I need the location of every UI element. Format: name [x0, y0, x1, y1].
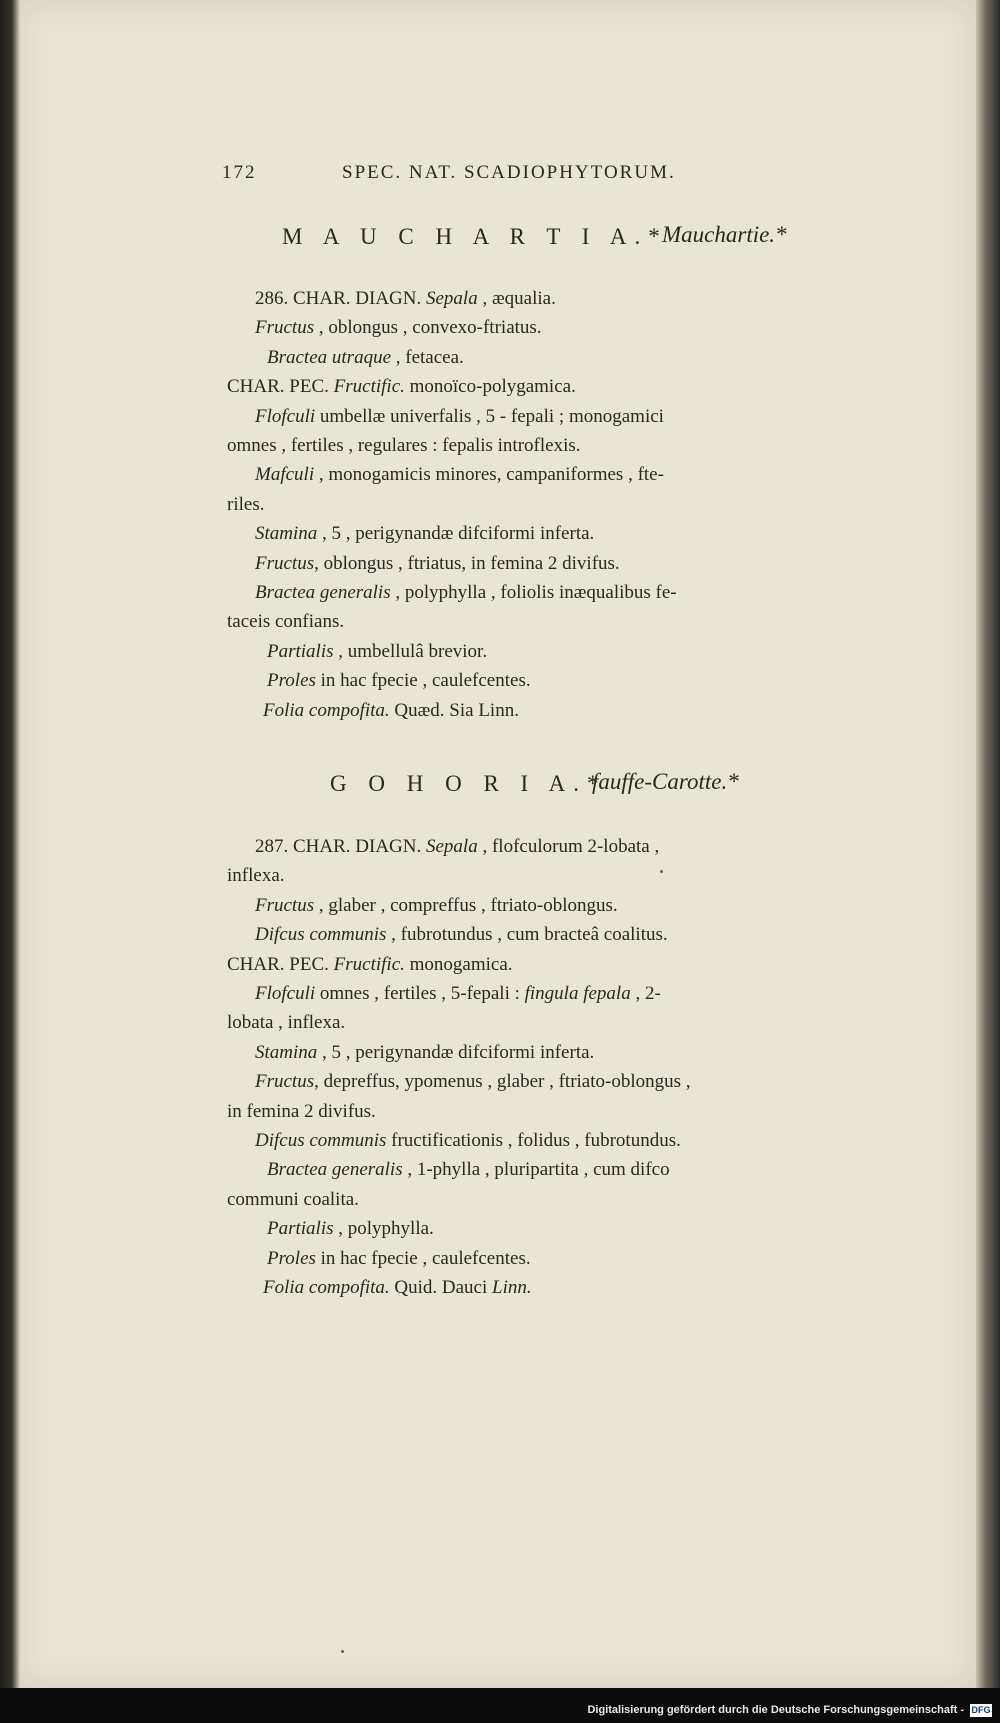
text-line [267, 1160, 670, 1179]
line-text: umbellæ univerfalis , 5 - fepali ; monogamici [315, 405, 664, 427]
text-line [255, 1043, 594, 1062]
line-text: , 5 , perigynandæ difciformi inferta. [317, 523, 595, 545]
line-italic-term: Partialis [267, 640, 334, 662]
text-line [267, 348, 464, 367]
line-italic-term: Difcus communis [255, 1130, 387, 1151]
line-text: , monogamicis minores, campaniformes , fte- [314, 464, 664, 486]
paper-speck [660, 870, 663, 873]
line-text: , flofculorum 2-lobata , [477, 836, 660, 857]
line-text: Quæd. Sia Linn. [389, 699, 519, 721]
line-italic-term: Bractea generalis [255, 582, 391, 603]
line-text: , depreffus, ypomenus , glaber , ftriato-oblongus , [314, 1071, 691, 1093]
line-italic-term: Bractea utraque [267, 346, 392, 368]
text-line [255, 289, 556, 308]
line-italic-term: Fructific. [333, 953, 405, 975]
text-line [227, 866, 285, 885]
line-italic-term: Partialis [267, 1218, 334, 1240]
line-text: CHAR. PEC. [227, 953, 334, 975]
line-text: Quid. Dauci [389, 1277, 493, 1298]
text-line [267, 642, 487, 661]
page-edge-shadow [976, 0, 1000, 1688]
line-italic-term: Mafculi [255, 464, 315, 486]
text-line [227, 436, 581, 455]
text-line [255, 984, 661, 1003]
line-italic-term: Fructus [255, 1071, 315, 1093]
line-text: , polyphylla , foliolis inæqualibus fe- [390, 582, 677, 603]
line-italic-term: Flofculi [255, 983, 316, 1004]
line-text: taceis confians. [227, 611, 345, 633]
line-italic-term: Bractea generalis [267, 1159, 403, 1181]
line-text: , oblongus , ftriatus, in femina 2 divifus. [314, 552, 620, 574]
line-text: omnes , fertiles , regulares : fepalis introflexis. [227, 435, 581, 456]
text-line [255, 318, 542, 337]
text-line [263, 1278, 532, 1297]
line-text: monogamica. [404, 953, 513, 975]
line-italic-term: Folia compofita. [263, 699, 390, 721]
text-line [255, 583, 677, 602]
line-text: in femina 2 divifus. [227, 1100, 376, 1122]
text-line [227, 955, 513, 974]
line-italic-term: fingula fepala [524, 983, 631, 1004]
text-line [255, 524, 594, 543]
running-title: SPEC. NAT. SCADIOPHYTORUM. [342, 162, 676, 183]
text-line [227, 1190, 359, 1209]
line-text: , 2- [630, 983, 661, 1004]
line-italic-term: Difcus communis [255, 924, 387, 946]
line-italic-term: Fructus [255, 317, 315, 339]
text-line [255, 465, 664, 484]
line-italic-term: Linn. [492, 1277, 532, 1298]
line-italic-term: Fructific. [333, 376, 405, 398]
line-italic-term: Sepala [426, 288, 478, 309]
text-line [255, 554, 620, 573]
text-line [255, 896, 618, 915]
text-line [227, 1013, 345, 1032]
section2-title: G O H O R I A.* [330, 771, 607, 796]
line-italic-term: Proles [267, 1247, 316, 1269]
text-line [255, 1072, 691, 1091]
text-line [255, 1131, 681, 1150]
line-text: , oblongus , convexo-ftriatus. [314, 317, 542, 339]
text-line [267, 1249, 531, 1268]
digitization-credit: Digitalisierung gefördert durch die Deutsche Forschungsgemeinschaft - [587, 1704, 964, 1716]
line-text: fructificationis , folidus , fubrotundus. [386, 1130, 681, 1151]
section1-title-french: Mauchartie.* [662, 222, 787, 247]
line-text: lobata , inflexa. [227, 1012, 346, 1034]
line-italic-term: Stamina [255, 523, 318, 545]
text-line [255, 925, 668, 944]
text-line [227, 377, 576, 396]
line-text: , umbellulâ brevior. [333, 640, 488, 662]
dfg-logo: DFG [971, 1705, 991, 1715]
line-italic-term: Stamina [255, 1041, 318, 1063]
line-text: , 1-phylla , pluripartita , cum difco [402, 1159, 670, 1181]
line-italic-term: Fructus [255, 552, 315, 574]
text-line [227, 1102, 376, 1121]
line-italic-term: Fructus [255, 894, 315, 916]
line-text: riles. [227, 493, 265, 515]
text-line [255, 407, 664, 426]
text-line [227, 612, 344, 631]
line-text: omnes , fertiles , 5-fepali : [315, 983, 525, 1004]
line-text: inflexa. [227, 865, 285, 887]
line-text: in hac fpecie , caulefcentes. [315, 670, 531, 692]
section2-title-french: fauffe-Carotte.* [592, 769, 739, 794]
page-number: 172 [222, 162, 257, 183]
book-spine-shadow [0, 0, 20, 1688]
line-text: , fetacea. [391, 346, 464, 368]
line-text: CHAR. PEC. [227, 376, 334, 398]
paper-speck [341, 1650, 344, 1653]
line-italic-term: Folia compofita. [263, 1277, 390, 1298]
text-line [267, 671, 531, 690]
line-text: , æqualia. [477, 288, 556, 309]
line-text: , glaber , compreffus , ftriato-oblongus. [314, 894, 618, 916]
line-text: in hac fpecie , caulefcentes. [315, 1247, 531, 1269]
line-text: 287. CHAR. DIAGN. [255, 836, 426, 857]
line-italic-term: Proles [267, 670, 316, 692]
text-line [267, 1219, 434, 1238]
line-text: monoïco-polygamica. [404, 376, 576, 398]
line-italic-term: Flofculi [255, 405, 316, 427]
line-italic-term: Sepala [426, 836, 478, 857]
line-text: , polyphylla. [333, 1218, 434, 1240]
text-line [263, 701, 519, 720]
line-text: communi coalita. [227, 1188, 359, 1210]
line-text: , 5 , perigynandæ difciformi inferta. [317, 1041, 595, 1063]
text-line [255, 837, 659, 856]
text-line [227, 495, 264, 514]
line-text: , fubrotundus , cum bracteâ coalitus. [386, 924, 668, 946]
line-text: 286. CHAR. DIAGN. [255, 288, 426, 309]
section1-title: M A U C H A R T I A.* [282, 224, 668, 249]
